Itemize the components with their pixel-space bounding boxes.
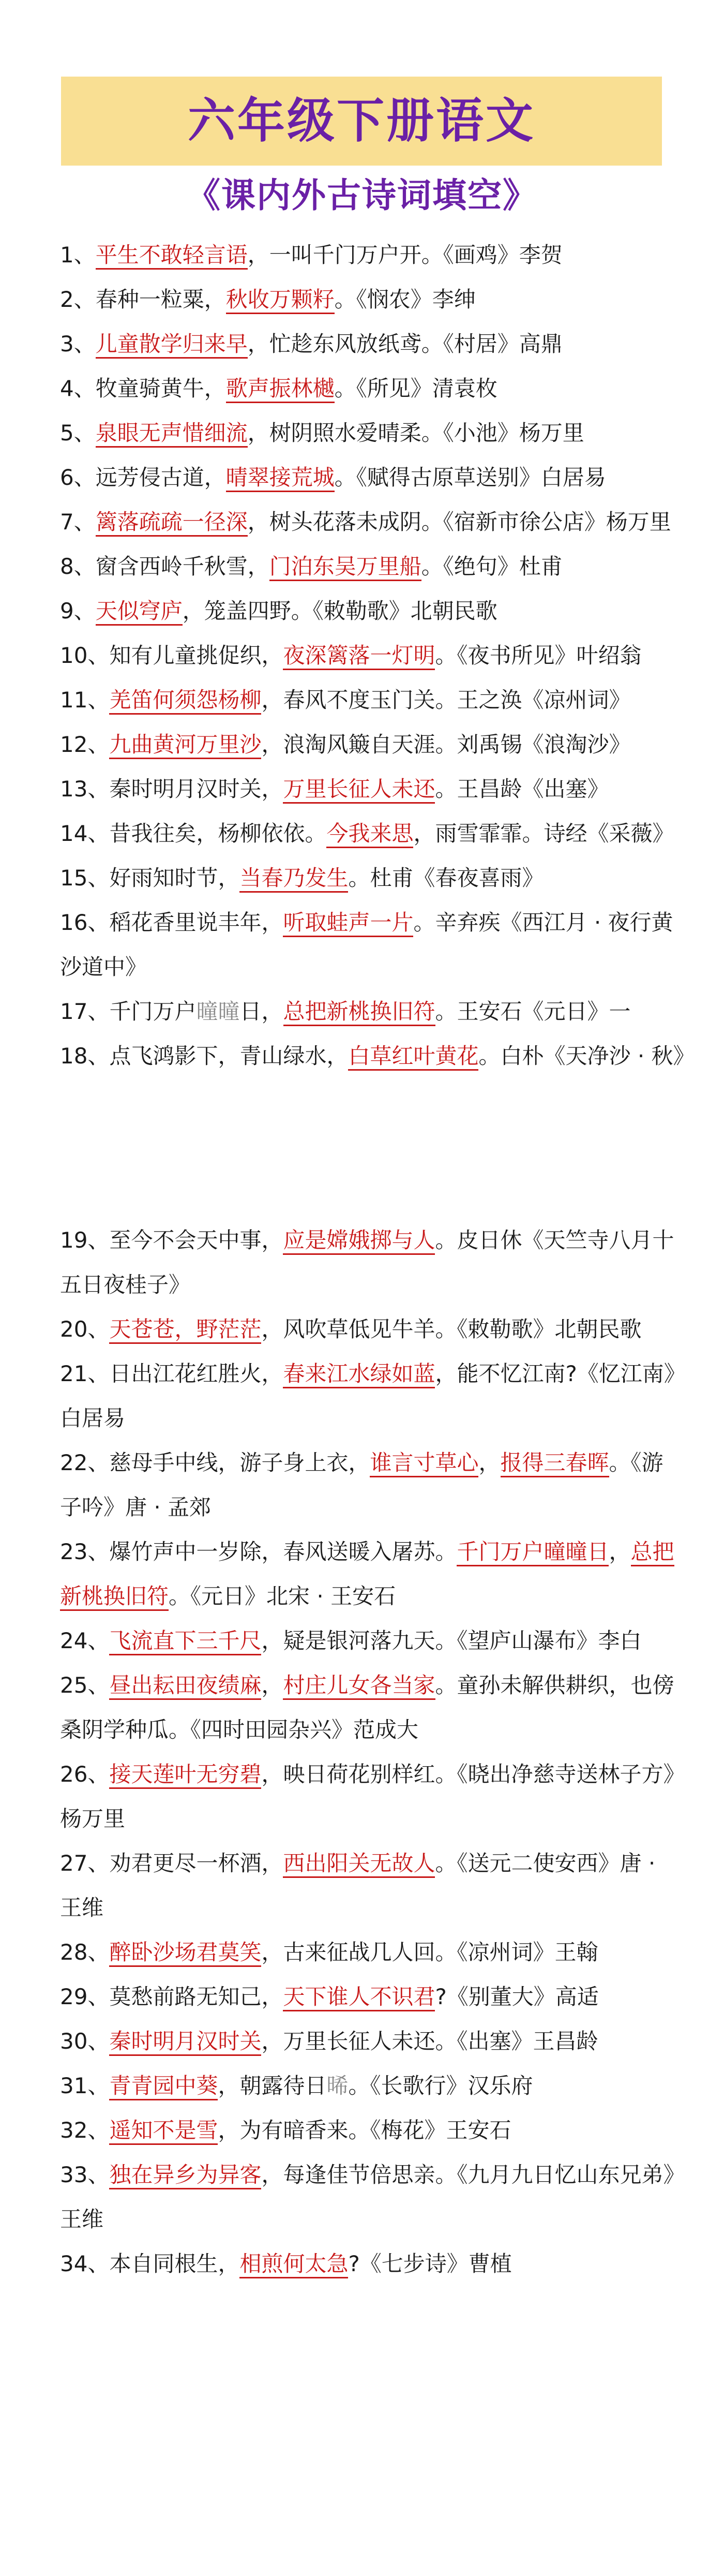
poem-item: [60, 1930, 681, 1975]
answer-text: 歌声振林樾: [226, 376, 335, 403]
poem-item: [60, 2242, 681, 2286]
poem-text: 知有儿童挑促织，: [109, 643, 283, 668]
poem-text: ，为有暗香来。《梅花》王安石: [218, 2118, 511, 2143]
poem-item: [60, 811, 681, 856]
poem-text: ，: [478, 1450, 501, 1475]
item-number: 4、: [60, 376, 96, 401]
answer-text: 总把新桃换旧符: [60, 1539, 674, 1611]
poem-item: [60, 1307, 681, 1352]
answer-text: 千门万户曈曈日: [457, 1539, 609, 1566]
poem-item: [60, 411, 681, 455]
faded-text: 曈曈: [196, 999, 240, 1024]
poem-text: 莫愁前路无知己，: [109, 1984, 283, 2009]
poem-item: [60, 900, 681, 989]
poem-item: [60, 1034, 695, 1078]
page-title: 六年级下册语文: [187, 93, 535, 149]
poem-text: 。《游子吟》唐 · 孟郊: [60, 1450, 663, 1520]
item-number: 27、: [60, 1850, 110, 1876]
answer-text: 秋收万颗籽: [226, 287, 335, 314]
item-number: 18、: [60, 1043, 110, 1069]
poem-item: [60, 2019, 681, 2064]
poem-text: 昔我往矣，杨柳依依。: [109, 821, 327, 846]
poem-item: [60, 1663, 681, 1752]
answer-text: 春来江水绿如蓝: [283, 1361, 435, 1388]
poem-text: ，浪淘风簸自天涯。刘禹锡《浪淘沙》: [261, 732, 631, 757]
item-number: 13、: [60, 776, 110, 802]
item-number: 15、: [60, 865, 110, 891]
answer-text: 醉卧沙场君莫笑: [109, 1940, 261, 1967]
item-number: 8、: [60, 554, 96, 579]
poem-text: 。《元日》北宋 · 王安石: [169, 1583, 396, 1609]
poem-text: 春种一粒粟，: [95, 287, 226, 312]
answer-text: 西出阳关无故人: [283, 1850, 435, 1878]
answer-text: 天似穹庐: [96, 598, 183, 626]
answer-text: 遥知不是雪: [109, 2118, 218, 2145]
poem-text: 点飞鸿影下，青山绿水，: [109, 1043, 349, 1069]
poem-text: ，雨雪霏霏。诗经《采薇》: [413, 821, 674, 846]
poem-text: ，风吹草低见牛羊。《敕勒歌》北朝民歌: [261, 1316, 642, 1342]
item-number: 3、: [60, 331, 96, 357]
poem-text: 爆竹声中一岁除，春风送暖入屠苏。: [109, 1539, 457, 1564]
item-number: 24、: [60, 1628, 110, 1653]
poem-text: 本自同根生，: [109, 2251, 240, 2276]
item-number: 11、: [60, 687, 110, 713]
answer-text: 谁言寸草心: [370, 1450, 478, 1477]
item-number: 29、: [60, 1984, 110, 2009]
answer-text: 夜深篱落一灯明: [283, 643, 435, 670]
blank-gap: [60, 1078, 681, 1218]
answer-text: 天苍苍，野茫茫: [109, 1316, 261, 1344]
answer-text: 独在异乡为异客: [109, 2162, 261, 2189]
item-number: 20、: [60, 1316, 110, 1342]
poem-text: 远芳侵古道，: [95, 465, 226, 490]
answer-text: 当春乃发生: [239, 865, 348, 893]
answer-text: 听取蛙声一片: [283, 910, 413, 937]
poem-text: ?《别董大》高适: [435, 1984, 599, 2009]
poem-item: [60, 500, 681, 544]
poem-text: ，忙趁东风放纸鸢。《村居》高鼎: [247, 331, 563, 357]
poem-text: ，: [609, 1539, 631, 1564]
poem-item: [60, 2108, 681, 2153]
poem-text: ，树阴照水爱晴柔。《小池》杨万里: [247, 420, 584, 446]
answer-text: 白草红叶黄花: [348, 1043, 478, 1071]
item-number: 14、: [60, 821, 110, 846]
poem-item: [60, 544, 681, 589]
poem-text: 。《长歌行》汉乐府: [348, 2073, 533, 2098]
poem-item: [60, 633, 681, 678]
answer-text: 接天莲叶无穷碧: [109, 1761, 261, 1789]
answer-text: 九曲黄河万里沙: [109, 732, 261, 759]
item-number: 34、: [60, 2251, 110, 2276]
answer-text: 儿童散学归来早: [96, 331, 248, 359]
poem-text: 。皮日休《天竺寺八月十五日夜桂子》: [60, 1227, 674, 1297]
item-number: 32、: [60, 2118, 110, 2143]
answer-text: 报得三春晖: [501, 1450, 609, 1477]
poem-item: [60, 1752, 681, 1841]
answer-text: 秦时明月汉时关: [109, 2029, 261, 2056]
poem-text: 慈母手中线，游子身上衣，: [109, 1450, 370, 1475]
poem-item: [60, 2064, 681, 2108]
item-number: 31、: [60, 2073, 110, 2098]
poem-text: 。《所见》清袁枚: [334, 376, 497, 401]
poem-text: 日出江花红胜火，: [109, 1361, 283, 1386]
poem-text: 。《送元二使安西》唐 · 王维: [60, 1850, 656, 1920]
poem-text: 好雨知时节，: [109, 865, 240, 891]
answer-text: 万里长征人未还: [283, 776, 435, 804]
poem-fill-list: [60, 233, 695, 2286]
poem-text: 秦时明月汉时关，: [109, 776, 283, 802]
poem-item: [60, 1441, 681, 1530]
poem-text: 牧童骑黄牛，: [95, 376, 226, 401]
page-subtitle: 《课内外古诗词填空》: [186, 175, 538, 215]
poem-text: 千门万户: [109, 999, 197, 1024]
poem-item: [60, 366, 681, 411]
answer-text: 应是嫦娥掷与人: [283, 1227, 435, 1255]
item-number: 12、: [60, 732, 110, 757]
poem-item: [60, 856, 681, 900]
poem-text: 。童孙未解供耕织，也傍桑阴学种瓜。《四时田园杂兴》范成大: [60, 1672, 674, 1742]
poem-text: 。《夜书所见》叶绍翁: [435, 643, 642, 668]
item-number: 22、: [60, 1450, 110, 1475]
item-number: 7、: [60, 509, 96, 535]
item-number: 21、: [60, 1361, 110, 1386]
item-number: 9、: [60, 598, 96, 624]
poem-text: 。《悯农》李绅: [334, 287, 476, 312]
item-number: 10、: [60, 643, 110, 668]
item-number: 17、: [60, 999, 110, 1024]
poem-text: ，: [261, 1672, 283, 1698]
answer-text: 总把新桃换旧符: [283, 999, 435, 1026]
poem-text: ，万里长征人未还。《出塞》王昌龄: [261, 2029, 598, 2054]
poem-text: 窗含西岭千秋雪，: [95, 554, 269, 579]
answer-text: 村庄儿女各当家: [283, 1672, 435, 1700]
poem-item: [60, 2153, 681, 2242]
answer-text: 昼出耘田夜绩麻: [109, 1672, 261, 1700]
item-number: 26、: [60, 1761, 110, 1787]
answer-text: 天下谁人不识君: [283, 1984, 435, 2011]
poem-text: ，疑是银河落九天。《望庐山瀑布》李白: [261, 1628, 642, 1653]
poem-text: 劝君更尽一杯酒，: [109, 1850, 283, 1876]
poem-item: [60, 1619, 681, 1663]
poem-item: [60, 233, 681, 277]
item-number: 1、: [60, 242, 96, 268]
poem-text: 。《绝句》杜甫: [421, 554, 563, 579]
poem-text: 。杜甫《春夜喜雨》: [348, 865, 544, 891]
answer-text: 平生不敢轻言语: [96, 242, 248, 270]
poem-text: ，能不忆江南?《忆江南》白居易: [60, 1361, 675, 1431]
item-number: 25、: [60, 1672, 110, 1698]
poem-text: ，古来征战几人回。《凉州词》王翰: [261, 1940, 598, 1965]
item-number: 6、: [60, 465, 96, 490]
poem-item: [60, 1841, 681, 1930]
item-number: 33、: [60, 2162, 110, 2187]
poem-text: 。《赋得古原草送别》白居易: [334, 465, 606, 490]
item-number: 2、: [60, 287, 96, 312]
answer-text: 晴翠接荒城: [226, 465, 335, 492]
poem-text: 稻花香里说丰年，: [109, 910, 283, 935]
poem-item: [60, 989, 681, 1034]
title-banner: [61, 77, 662, 166]
answer-text: 泉眼无声惜细流: [96, 420, 248, 448]
poem-item: [60, 678, 681, 722]
answer-text: 今我来思: [326, 821, 413, 848]
poem-text: 。辛弃疾《西江月 · 夜行黄沙道中》: [60, 910, 673, 980]
poem-text: ，一叫千门万户开。《画鸡》李贺: [247, 242, 563, 268]
item-number: 28、: [60, 1940, 110, 1965]
poem-item: [60, 1530, 681, 1619]
answer-text: 青青园中葵: [109, 2073, 218, 2100]
poem-text: 。王安石《元日》一: [435, 999, 631, 1024]
answer-text: 相煎何太急: [239, 2251, 348, 2278]
poem-item: [60, 589, 681, 633]
poem-item: [60, 277, 681, 322]
item-number: 5、: [60, 420, 96, 446]
poem-item: [60, 722, 681, 767]
poem-text: 至今不会天中事，: [109, 1227, 283, 1253]
answer-text: 门泊东吴万里船: [269, 554, 421, 581]
poem-item: [60, 1352, 681, 1441]
poem-text: ，朝露待日: [218, 2073, 327, 2098]
poem-text: ，映日荷花别样红。《晓出净慈寺送林子方》杨万里: [60, 1761, 674, 1831]
poem-item: [60, 455, 681, 500]
poem-text: ?《七步诗》曹植: [348, 2251, 512, 2276]
answer-text: 羌笛何须怨杨柳: [109, 687, 261, 715]
answer-text: 飞流直下三千尺: [109, 1628, 261, 1655]
item-number: 23、: [60, 1539, 110, 1564]
poem-text: ，春风不度玉门关。王之涣《凉州词》: [261, 687, 631, 713]
poem-text: 。王昌龄《出塞》: [435, 776, 609, 802]
poem-text: ，树头花落未成阴。《宿新市徐公店》杨万里: [247, 509, 671, 535]
poem-text: ，笼盖四野。《敕勒歌》北朝民歌: [182, 598, 497, 624]
item-number: 30、: [60, 2029, 110, 2054]
poem-item: [60, 1218, 681, 1307]
poem-text: 。白朴《天净沙 · 秋》: [478, 1043, 695, 1069]
answer-text: 篱落疏疏一径深: [96, 509, 248, 537]
faded-text: 晞: [326, 2073, 349, 2098]
item-number: 16、: [60, 910, 110, 935]
poem-item: [60, 1975, 681, 2019]
poem-item: [60, 322, 681, 366]
poem-text: 日，: [239, 999, 283, 1024]
poem-item: [60, 767, 681, 811]
poem-text: ，每逢佳节倍思亲。《九月九日忆山东兄弟》王维: [60, 2162, 674, 2232]
item-number: 19、: [60, 1227, 110, 1253]
